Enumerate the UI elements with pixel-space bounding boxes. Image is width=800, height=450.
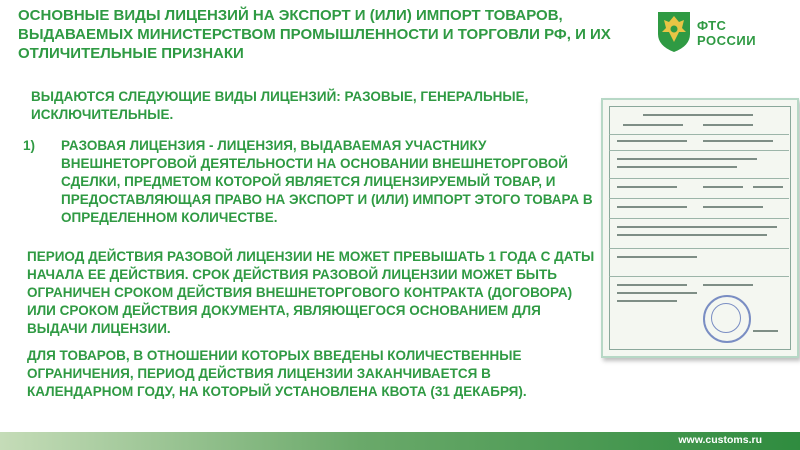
footer-bar [0, 432, 800, 450]
document-text-line [617, 206, 687, 208]
document-text-line [617, 158, 757, 160]
document-text-line [617, 256, 697, 258]
document-text-line [617, 292, 697, 294]
document-rule [609, 150, 789, 151]
document-text-line [617, 140, 687, 142]
document-text-line [617, 166, 737, 168]
document-text-line [617, 234, 767, 236]
document-rule [609, 134, 789, 135]
footer-url: www.customs.ru [678, 434, 762, 446]
document-text-line [703, 140, 773, 142]
document-text-line [623, 124, 683, 126]
document-rule [609, 276, 789, 277]
logo-text-russia: РОССИИ [697, 33, 757, 48]
document-rule [609, 178, 789, 179]
document-text-line [703, 124, 753, 126]
quota-text: ДЛЯ ТОВАРОВ, В ОТНОШЕНИИ КОТОРЫХ ВВЕДЕНЫ КОЛИЧЕСТВЕННЫЕ ОГРАНИЧЕНИЯ, ПЕРИОД ДЕЙСТВИЯ ЛИЦЕНЗИИ ЗАКАНЧИВАЕТСЯ В КАЛЕНДАРНОМ ГОДУ, НА КОТОРЫЙ УСТАНОВЛЕНА КВОТА (31 ДЕКАБРЯ). [27, 348, 527, 399]
document-frame [609, 106, 791, 350]
document-text-line [703, 186, 743, 188]
document-text-line [617, 300, 677, 302]
document-text-line [617, 186, 677, 188]
intro-text: ВЫДАЮТСЯ СЛЕДУЮЩИЕ ВИДЫ ЛИЦЕНЗИЙ: РАЗОВЫЕ, ГЕНЕРАЛЬНЫЕ, ИСКЛЮЧИТЕЛЬНЫЕ. [31, 89, 529, 122]
list-number: 1) [23, 138, 36, 153]
document-text-line [617, 284, 687, 286]
document-text-line [617, 226, 777, 228]
slide-title: ОСНОВНЫЕ ВИДЫ ЛИЦЕНЗИЙ НА ЭКСПОРТ И (ИЛИ) ИМПОРТ ТОВАРОВ, ВЫДАВАЕМЫХ МИНИСТЕРСТВОМ ПРОМЫШЛЕННОСТИ И ТОРГОВЛИ РФ, И ИХ ОТЛИЧИТЕЛЬНЫЕ ПРИЗНАКИ [18, 7, 611, 62]
document-text-line [753, 186, 783, 188]
emblem-icon [655, 8, 693, 54]
period-text: ПЕРИОД ДЕЙСТВИЯ РАЗОВОЙ ЛИЦЕНЗИИ НЕ МОЖЕТ ПРЕВЫШАТЬ 1 ГОДА С ДАТЫ НАЧАЛА ЕЕ ДЕЙСТВИЯ. СРОК ДЕЙСТВИЯ РАЗОВОЙ ЛИЦЕНЗИИ МОЖЕТ БЫТЬ ОГРАНИЧЕН СРОКОМ ДЕЙСТВИЯ ВНЕШНЕТОРГОВОГО КОНТРАКТА (ДОГОВОРА) ИЛИ СРОКОМ ДЕЙСТВИЯ ДОКУМЕНТА, ЯВЛЯЮЩЕГОСЯ ОСНОВАНИЕМ ДЛЯ ВЫДАЧИ ЛИЦЕНЗИИ. [27, 249, 595, 336]
list-item-one-time-license: РАЗОВАЯ ЛИЦЕНЗИЯ - ЛИЦЕНЗИЯ, ВЫДАВАЕМАЯ УЧАСТНИКУ ВНЕШНЕТОРГОВОЙ ДЕЯТЕЛЬНОСТИ НА ОСНОВАНИИ ВНЕШНЕТОРГОВОЙ СДЕЛКИ, ПРЕДМЕТОМ КОТОРОЙ ЯВЛЯЕТСЯ ЛИЦЕНЗИРУЕМЫЙ ТОВАР, И ПРЕДОСТАВЛЯЮЩАЯ ПРАВО НА ЭКСПОРТ И (ИЛИ) ИМПОРТ ЭТОГО ТОВАРА В ОПРЕДЕЛЕННОМ КОЛИЧЕСТВЕ. [61, 138, 593, 225]
logo-text-fts: ФТС [697, 18, 727, 33]
document-rule [609, 218, 789, 219]
fts-logo [655, 8, 785, 56]
document-seal-inner [711, 303, 741, 333]
document-text-line [703, 284, 753, 286]
license-document-image [601, 98, 799, 358]
document-rule [609, 248, 789, 249]
document-text-line [703, 206, 763, 208]
document-text-line [753, 330, 778, 332]
document-header-line [643, 114, 753, 116]
document-rule [609, 198, 789, 199]
